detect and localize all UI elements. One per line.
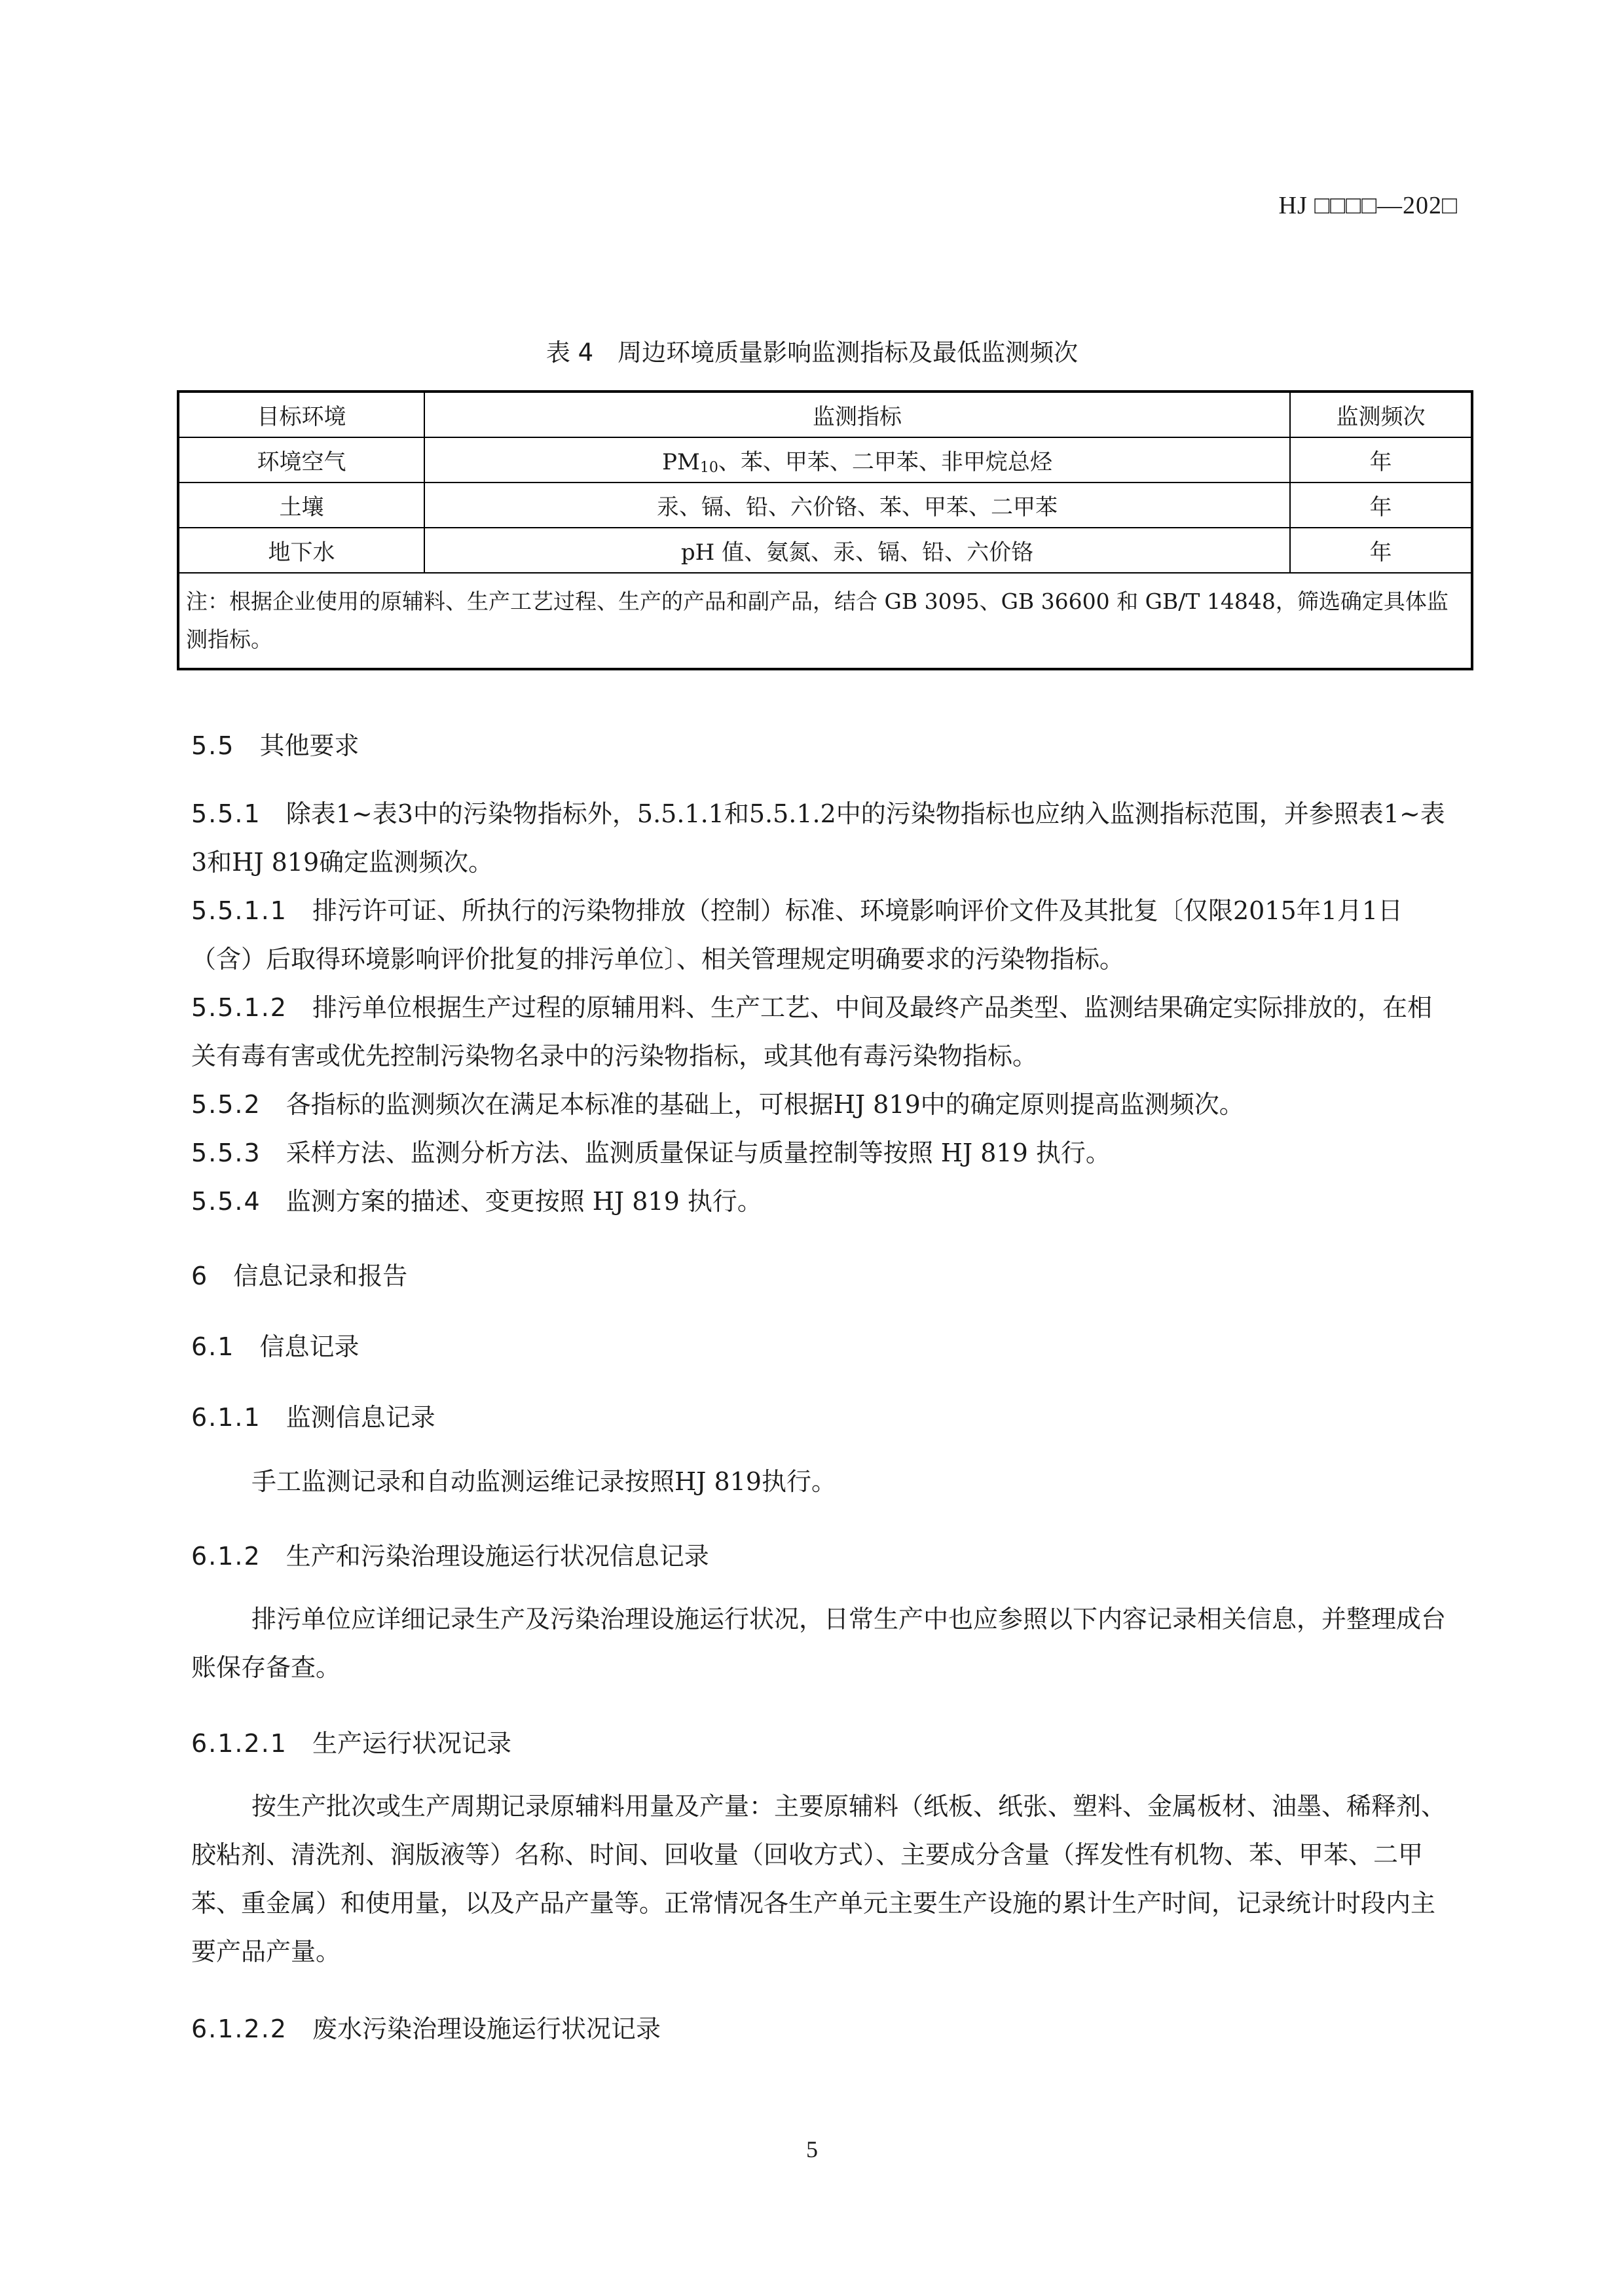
column-header-target: 目标环境 bbox=[178, 392, 424, 437]
section-title: 监测信息记录 bbox=[286, 1403, 435, 1432]
section-heading-6 bbox=[191, 1256, 407, 1292]
paragraph-6-1-2: 排污单位应详细记录生产及污染治理设施运行状况，日常生产中也应参照以下内容记录相关信息，并整理成台账保存备查。 bbox=[191, 1605, 1447, 1682]
clause-number: 5.5.2 bbox=[191, 1090, 261, 1119]
clause-number: 5.5.1.2 bbox=[191, 993, 287, 1022]
indicator-pm: PM bbox=[662, 449, 700, 475]
column-header-frequency: 监测频次 bbox=[1290, 392, 1472, 437]
section-number: 6.1 bbox=[191, 1332, 235, 1361]
clause-text: 监测方案的描述、变更按照 HJ 819 执行。 bbox=[286, 1187, 762, 1216]
table-row bbox=[178, 528, 1472, 573]
clause-5-5-3 bbox=[191, 1129, 1455, 1177]
section-number: 6.1.1 bbox=[191, 1403, 261, 1432]
clause-text: 除表1~表3中的污染物指标外，5.5.1.1和5.5.1.2中的污染物指标也应纳入监测指标范围，并参照表1~表3和HJ 819确定监测频次。 bbox=[191, 799, 1445, 877]
clause-text: 各指标的监测频次在满足本标准的基础上，可根据HJ 819中的确定原则提高监测频次。 bbox=[286, 1090, 1244, 1119]
section-title: 废水污染治理设施运行状况记录 bbox=[312, 2014, 661, 2043]
clause-number: 5.5.1.1 bbox=[191, 896, 287, 925]
cell-frequency: 年 bbox=[1290, 528, 1472, 573]
clause-text: 排污单位根据生产过程的原辅用料、生产工艺、中间及最终产品类型、监测结果确定实际排放的，在相关有毒有害或优先控制污染物名录中的污染物指标，或其他有毒污染物指标。 bbox=[191, 993, 1432, 1070]
table-row bbox=[178, 437, 1472, 483]
section-number: 6 bbox=[191, 1262, 209, 1290]
section-title: 其他要求 bbox=[259, 731, 360, 760]
section-number: 6.1.2.1 bbox=[191, 1729, 287, 1758]
clause-number: 5.5.4 bbox=[191, 1187, 261, 1216]
document-code-header: HJ □□□□—202□ bbox=[1278, 192, 1458, 219]
clause-5-5-2 bbox=[191, 1080, 1455, 1129]
clause-5-5-1-1 bbox=[191, 886, 1455, 983]
clause-number: 5.5.1 bbox=[191, 799, 261, 828]
cell-target: 环境空气 bbox=[178, 437, 424, 483]
section-heading-6-1-1 bbox=[191, 1397, 435, 1433]
section-title: 信息记录 bbox=[259, 1332, 360, 1361]
section-number: 6.1.2 bbox=[191, 1542, 261, 1571]
column-header-indicator: 监测指标 bbox=[424, 392, 1290, 437]
section-heading-6-1-2-1 bbox=[191, 1723, 511, 1759]
cell-indicator: 汞、镉、铅、六价铬、苯、甲苯、二甲苯 bbox=[424, 483, 1290, 528]
indicator-rest: 、苯、甲苯、二甲苯、非甲烷总烃 bbox=[718, 449, 1052, 475]
cell-frequency: 年 bbox=[1290, 437, 1472, 483]
cell-target: 地下水 bbox=[178, 528, 424, 573]
table-title: 表 4 周边环境质量影响监测指标及最低监测频次 bbox=[545, 338, 1079, 367]
monitoring-table bbox=[177, 390, 1473, 670]
section-number: 5.5 bbox=[191, 731, 235, 760]
section-heading-6-1-2-2 bbox=[191, 2009, 661, 2045]
section-number: 6.1.2.2 bbox=[191, 2014, 287, 2043]
clause-text: 采样方法、监测分析方法、监测质量保证与质量控制等按照 HJ 819 执行。 bbox=[286, 1139, 1111, 1167]
cell-frequency: 年 bbox=[1290, 483, 1472, 528]
section-heading-5-5 bbox=[191, 725, 359, 761]
clause-5-5-1-2 bbox=[191, 983, 1455, 1080]
section-heading-6-1 bbox=[191, 1326, 359, 1362]
paragraph-6-1-2-1: 按生产批次或生产周期记录原辅料用量及产量：主要原辅料（纸板、纸张、塑料、金属板材、油墨、稀释剂、胶粘剂、清洗剂、润版液等）名称、时间、回收量（回收方式）、主要成分含量（挥发性有机物、苯、甲苯、二甲苯、重金属）和使用量，以及产品产量等。正常情况各生产单元主要生产设施的累计生产时间，记录统计时段内主要产品产量。 bbox=[191, 1792, 1447, 1966]
table-header-row bbox=[178, 392, 1472, 437]
section-title: 生产运行状况记录 bbox=[312, 1729, 511, 1758]
cell-indicator: pH 值、氨氮、汞、镉、铅、六价铬 bbox=[424, 528, 1290, 573]
clause-5-5-1 bbox=[191, 790, 1455, 886]
table-note: 注：根据企业使用的原辅料、生产工艺过程、生产的产品和副产品，结合 GB 3095、GB 36600 和 GB/T 14848，筛选确定具体监测指标。 bbox=[178, 573, 1472, 669]
cell-indicator bbox=[424, 437, 1290, 483]
table-note-row bbox=[178, 573, 1472, 669]
cell-target: 土壤 bbox=[178, 483, 424, 528]
section-title: 生产和污染治理设施运行状况信息记录 bbox=[286, 1542, 709, 1571]
indicator-subscript: 10 bbox=[699, 460, 718, 476]
section-heading-6-1-2 bbox=[191, 1536, 709, 1572]
clause-number: 5.5.3 bbox=[191, 1139, 261, 1167]
section-title: 信息记录和报告 bbox=[233, 1262, 408, 1290]
page-number: 5 bbox=[806, 2136, 818, 2162]
clause-text: 排污许可证、所执行的污染物排放（控制）标准、环境影响评价文件及其批复〔仅限2015年1月1日（含）后取得环境影响评价批复的排污单位〕、相关管理规定明确要求的污染物指标。 bbox=[191, 896, 1403, 974]
table-row bbox=[178, 483, 1472, 528]
paragraph-6-1-1: 手工监测记录和自动监测运维记录按照HJ 819执行。 bbox=[251, 1467, 836, 1496]
clause-5-5-4 bbox=[191, 1177, 1455, 1226]
